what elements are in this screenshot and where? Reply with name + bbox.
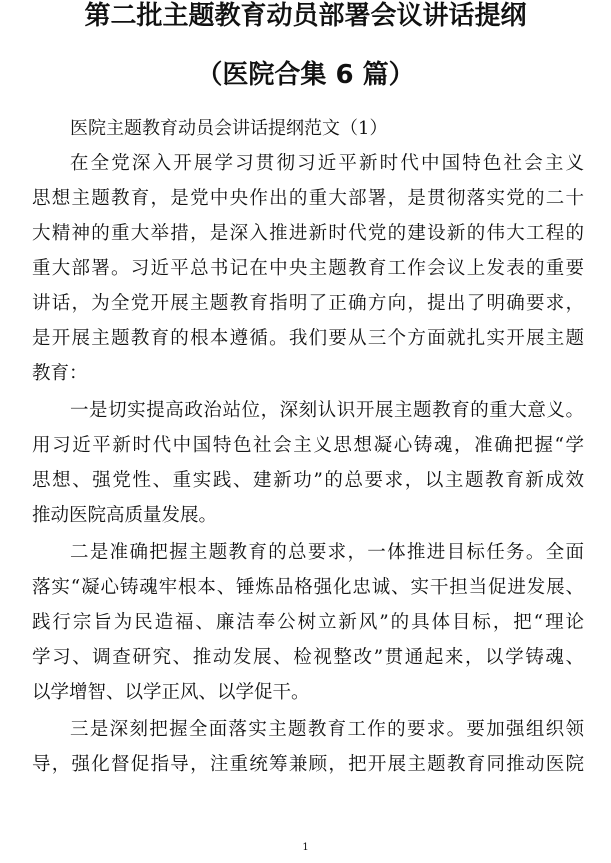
paragraph-line: 思想主题教育，是党中央作出的重大部署，是贯彻落实党的二十 [32, 188, 584, 209]
paragraph-line: 一是切实提高政治站位，深刻认识开展主题教育的重大意义。 [70, 400, 584, 421]
page-number: 1 [302, 842, 309, 853]
paragraph-line: 教育： [32, 363, 88, 384]
paragraph-line: 大精神的重大举措，是深入推进新时代党的建设新的伟大工程的 [32, 223, 584, 244]
paragraph-line: 三是深刻把握全面落实主题教育工作的要求。要加强组织领 [70, 719, 584, 740]
paragraph-line: 落实“凝心铸魂牢根本、锤炼品格强化忠诚、实干担当促进发展、 [32, 577, 584, 598]
paragraph-line: 二是准确把握主题教育的总要求，一体推进目标任务。全面 [70, 542, 584, 563]
paragraph-line: 推动医院高质量发展。 [32, 505, 218, 526]
section-heading: 医院主题教育动员会讲话提纲范文（1） [70, 118, 388, 139]
paragraph-line: 是开展主题教育的根本遵循。我们要从三个方面就扎实开展主题 [32, 328, 584, 349]
paragraph-line: 以学增智、以学正风、以学促干。 [32, 682, 310, 703]
document-title: 第二批主题教育动员部署会议讲话提纲 [84, 1, 527, 31]
paragraph-line: 导，强化督促指导，注重统筹兼顾，把开展主题教育同推动医院 [32, 754, 584, 775]
paragraph-line: 在全党深入开展学习贯彻习近平新时代中国特色社会主义 [70, 153, 584, 174]
paragraph-line: 践行宗旨为民造福、廉洁奉公树立新风”的具体目标，把“理论 [32, 612, 584, 633]
paragraph-line: 用习近平新时代中国特色社会主义思想凝心铸魂，准确把握“学 [32, 435, 584, 456]
paragraph-line: 重大部署。习近平总书记在中央主题教育工作会议上发表的重要 [32, 258, 584, 279]
paragraph-line: 学习、调查研究、推动发展、检视整改”贯通起来，以学铸魂、 [32, 647, 584, 668]
document-subtitle: （医院合集 6 篇） [196, 60, 415, 90]
paragraph-line: 思想、强党性、重实践、建新功”的总要求，以主题教育新成效 [32, 470, 584, 491]
paragraph-line: 讲话，为全党开展主题教育指明了正确方向，提出了明确要求， [32, 293, 584, 314]
